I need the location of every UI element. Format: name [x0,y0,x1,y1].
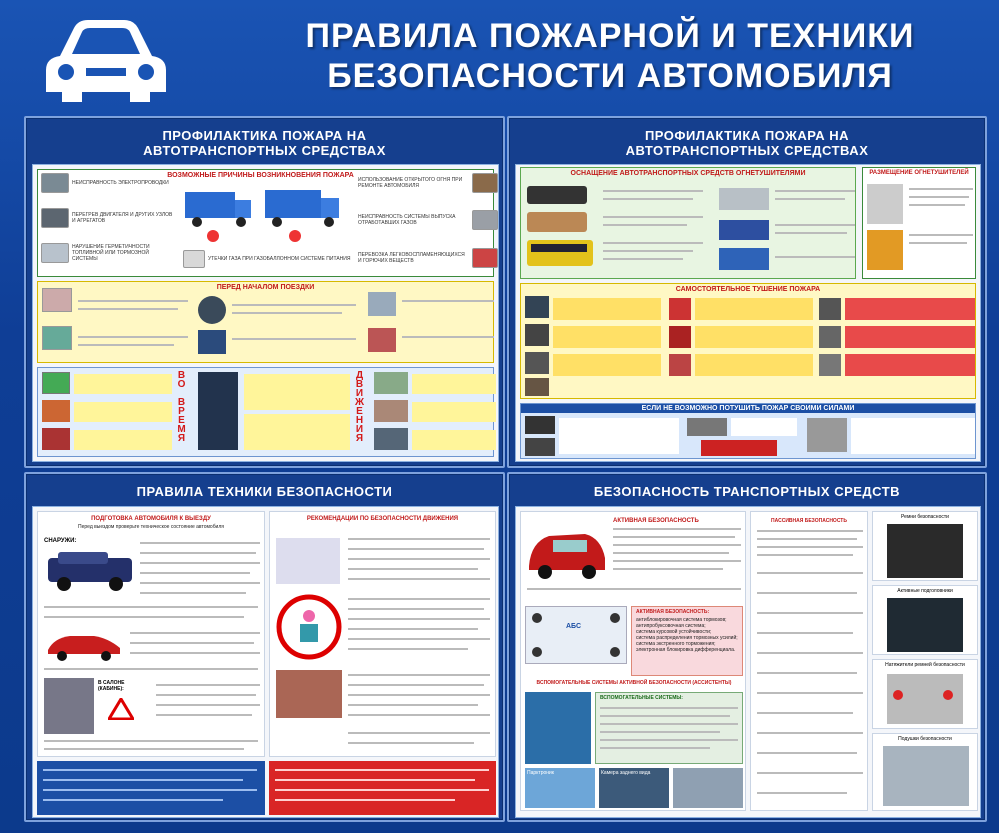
seatbelt-image [276,670,342,718]
abs-diagram [525,606,627,664]
cause-item: ПЕРЕГРЕВ ДВИГАТЕЛЯ И ДРУГИХ УЗЛОВ И АГРЕГАТОВ [41,208,176,228]
engine-image [41,208,69,228]
seatbelts-photo: Ремни безопасности [872,511,978,581]
trucks-illustration [183,184,353,244]
suv-image [44,548,136,594]
driving-safety-section [269,511,496,757]
driver-image [276,538,340,584]
warning-triangle-icon [108,698,134,720]
page-title [230,16,990,96]
headrests-photo: Активные подголовники [872,585,978,655]
title-line-1: ПРАВИЛА ПОЖАРНОЙ И ТЕХНИКИ [305,17,915,55]
before-trip-band [37,281,494,363]
gauge-image [198,296,226,324]
car-seat-image [867,184,903,224]
stop-image [374,400,408,422]
equipment-title: ОСНАЩЕНИЕ АВТОТРАНСПОРТНЫХ СРЕДСТВ ОГНЕТУШИТЕЛЯМИ [570,170,806,177]
extinguisher-check-image [368,328,396,352]
cause-item: ИСПОЛЬЗОВАНИЕ ОТКРЫТОГО ОГНЯ ПРИ РЕМОНТЕ АВТОМОБИЛЯ [358,173,498,193]
road-camera-image [525,692,591,764]
self-extinguish-title: САМОСТОЯТЕЛЬНОЕ ТУШЕНИЕ ПОЖАРА [675,286,821,293]
extinguisher-equipment-band [520,167,856,279]
panel-fire-prevention-left [24,116,505,468]
night-driving-image [198,372,238,450]
vehicles-illustration [525,182,599,274]
fire-truck-image [701,440,777,456]
passive-photos-column [872,511,978,811]
red-minivan-image [525,522,609,582]
panel-title: ПРОФИЛАКТИКА ПОЖАРА НА АВТОТРАНСПОРТНЫХ СРЕДСТВАХ [143,128,386,158]
helper-systems-title: ВСПОМОГАТЕЛЬНЫЕ СИСТЕМЫ АКТИВНОЙ БЕЗОПАСНОСТИ (АССИСТЕНТЫ) [536,680,732,686]
self-extinguish-band [520,283,976,399]
fire-causes-band [37,169,494,277]
panel-vehicle-safety [507,472,987,822]
call-firefighters-band [520,403,976,459]
cause-item: ПЕРЕВОЗКА ЛЕГКОВОСПЛАМЕНЯЮЩИХСЯ И ГОРЮЧИХ ВЕЩЕСТВ [358,248,498,268]
smoke-image [42,428,70,450]
abs-label: АБС [566,623,582,630]
gas-cylinder-image [183,250,205,268]
canister-image [472,248,498,268]
engine-check-image [42,326,72,350]
panel-sheet [32,506,499,818]
passive-safety-section [750,511,868,811]
pretensioners-photo: Натяжители ремней безопасности [872,659,978,729]
cause-item: УТЕЧКИ ГАЗА ПРИ ГАЗОБАЛЛОННОМ СИСТЕМЕ ПИТАНИЯ [183,250,353,268]
title-line-2: БЕЗОПАСНОСТИ АВТОМОБИЛЯ [327,57,893,95]
cause-item: НЕИСПРАВНОСТЬ СИСТЕМЫ ВЫПУСКА ОТРАБОТАВШИХ ГАЗОВ [358,210,498,230]
panel-sheet [32,164,499,462]
lane-assist-image [673,768,743,808]
parktronic-image: Парктроник [525,768,595,808]
airbags-photo: Подушки безопасности [872,733,978,811]
child-seat-sign [276,594,342,660]
wiring-check-image [368,292,396,316]
passive-safety-title: ПАССИВНАЯ БЕЗОПАСНОСТЬ [771,518,847,524]
panel-sheet [515,164,981,462]
battery-image [42,288,72,312]
vehicle-prep-subtitle: Перед выездом проверьте техническое состояние автомобиля [78,524,224,530]
fuel-system-image [41,243,69,263]
active-safety-section [520,511,746,811]
placement-title: РАЗМЕЩЕНИЕ ОГНЕТУШИТЕЛЕЙ [869,170,969,176]
dashboard-image [42,372,70,394]
rear-camera-image: Камера заднего вида [599,768,669,808]
panel-fire-prevention-right [507,116,987,468]
panel-sheet [515,506,981,818]
call-firefighters-title: ЕСЛИ НЕ ВОЗМОЖНО ПОТУШИТЬ ПОЖАР СВОИМИ СИЛАМИ [521,404,975,413]
trucks-illustration [717,182,773,274]
red-car-image [44,628,124,662]
panel-safety-rules [24,472,505,822]
car-icon [38,12,174,108]
fire-causes-title: ВОЗМОЖНЫЕ ПРИЧИНЫ ВОЗНИКНОВЕНИЯ ПОЖАРА [167,172,354,179]
vehicle-prep-title: ПОДГОТОВКА АВТОМОБИЛЯ К ВЫЕЗДУ [91,516,211,522]
driving-safety-title: РЕКОМЕНДАЦИИ ПО БЕЗОПАСНОСТИ ДВИЖЕНИЯ [306,516,459,522]
truck-image [374,372,408,394]
extinguisher-placement-band [862,167,976,279]
dashboard-image [44,678,94,734]
outside-label: СНАРУЖИ: [44,538,77,544]
panel-title: БЕЗОПАСНОСТЬ ТРАНСПОРТНЫХ СРЕДСТВ [593,484,901,499]
panel-title: ПРАВИЛА ТЕХНИКИ БЕЗОПАСНОСТИ [136,484,393,499]
during-driving-band [37,367,494,457]
active-safety-title: АКТИВНАЯ БЕЗОПАСНОСТЬ [613,518,699,524]
wiring-image [41,173,69,193]
vehicle-prep-section [37,511,265,757]
brake-image [42,400,70,422]
exhaust-image [472,210,498,230]
parking-image [374,428,408,450]
driving-label: ДВИЖЕНИЯ [354,370,365,442]
active-safety-list: АКТИВНАЯ БЕЗОПАСНОСТЬ: антиблокировочная система тормозов; антипробуксовочная система; система курсовой устойчивости; система распределения тормозных усилий; система экстренного торможения; электронная блокировка дифференциала. [631,606,743,676]
helper-systems-list: ВСПОМОГАТЕЛЬНЫЕ СИСТЕМЫ: [595,692,743,764]
cause-item: НАРУШЕНИЕ ГЕРМЕТИЧНОСТИ ТОПЛИВНОЙ ИЛИ ТОРМОЗНОЙ СИСТЕМЫ [41,243,176,263]
cause-item: НЕИСПРАВНОСТЬ ЭЛЕКТРОПРОВОДКИ [41,173,176,193]
truck-cab-image [867,230,903,270]
panel-title: ПРОФИЛАКТИКА ПОЖАРА НА АВТОТРАНСПОРТНЫХ СРЕДСТВАХ [625,128,869,158]
before-trip-title: ПЕРЕД НАЧАЛОМ ПОЕЗДКИ [216,284,315,291]
open-fire-image [472,173,498,193]
exhaust-check-image [198,330,226,354]
during-label: ВО ВРЕМЯ [176,370,187,442]
alcohol-warning-note [269,761,496,815]
regulation-note [37,761,265,815]
inside-label: В САЛОНЕ (КАБИНЕ): [98,680,125,692]
